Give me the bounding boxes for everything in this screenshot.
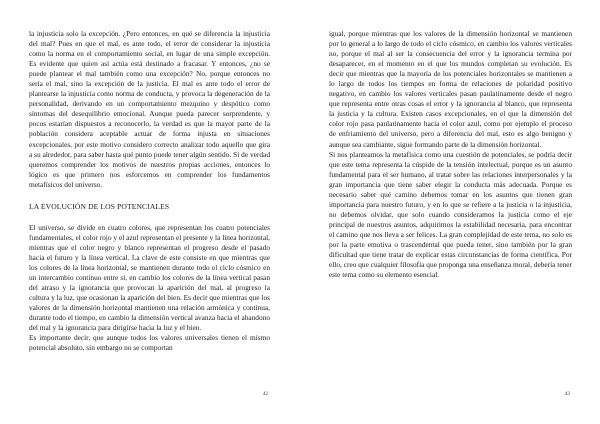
paragraph: Si nos planteamos la metafísica como una cuestión de potenciales, se podría decir que este tema representa la cúspide de la tensión intelectual, porque es un asunto fundamental para el ser humano, al tratar sobre las relaciones interpersonales y la gran importancia que tiene saber elegir la conducta más adecuada. Porque es necesario saber qué camino debemos tomar en los asuntos que tienen gran importancia para nuestro futuro, y en lo que se refiere a la justicia o la injusticia, no debemos olvidar, que solo cuando consideramos la justicia como el eje principal de nuestros asuntos, adquirimos la estabilidad necesaria, para encontrar el camino que nos lleva a ser felices. La gran complejidad de este tema, no solo es por la parte emotiva o trascendental que pueda tener, sino también por la gran dificultad que tiene tratar de explicar estas circunstancias de forma científica. Por ello, creo que cualquier filosofía que proponga una enseñanza moral, debería tener este tema como su elemento esencial. [329,149,572,280]
right-page-body [329,29,572,280]
page-number: 43 [564,391,570,397]
page-number: 42 [262,391,268,397]
section-heading: LA EVOLUCIÓN DE LOS POTENCIALES [29,201,170,211]
paragraph: Es importante decir, que aunque todos los valores universales tienen el mismo potencial absoluto, sin embargo no se comportan [29,333,270,353]
right-page [300,0,600,424]
paragraph: igual, porque mientras que los valores de la dimensión horizontal se mantienen por lo general a lo largo de todo el ciclo cósmico, en cambio los valores verticales no, porque el mal al ser la consecuencia del error y la ignorancia termina por desaparecer, en el momento en el que los mundos completan su evolución. Es decir que mientras que la mayoría de los potenciales horizontales se mantienen a lo largo de todos los tiempos en forma de relaciones de polaridad positivo negativo, en cambio los valores verticales pasan paulatinamente desde el negro que representa entre otras cosas el error y la ignorancia al blanco, que representa la justicia y la cultura. Existen casos excepcionales, en el que la dimensión del color rojo pasa paulatinamente hacia el color azul, como por ejemplo el proceso de enfriamiento del universo, pero a diferencia del mal, esto es algo benigno y aunque sea cambiante, sigue formando parte de la dimensión horizontal. [329,29,572,149]
paragraph: la injusticia solo la excepción. ¿Pero entonces, en qué se diferencia la injusticia del mal? Pues en que el mal, es ante todo, el error de considerar la injusticia como la norma en el comportamiento social, en lugar de una simple excepción. Es evidente que quien así actúa está destinado a fracasar. Y entonces, ¿no se puede plantear el mal también como una excepción? No, porque entonces no sería el mal, sino la excepción de la justicia. El mal es ante todo el error de plantearse la injusticia como norma de conducta, y provoca la degeneración de la personalidad, derivando en un comportamiento mezquino y despótico como síntomas del desequilibrio emocional. Aunque pueda parecer sorprendente, y pocos estarían dispuestos a reconocerlo, la verdad es que la mayor parte de la población considera aceptable actuar de forma injusta en situaciones excepcionales, por este motivo considero correcto analizar todo aquello que gira a su alrededor, para saber hasta qué punto puede tener algún sentido. Si de verdad queremos comprender los motivos de nuestros propias acciones, entonces lo lógico es que primero nos esforcemos en comprender los fundamentos metafísicos del universo. [29,29,270,189]
paragraph: El universo, se divide en cuatro colores, que representan los cuatro potenciales fundamentales, el color rojo y el azul representan el presente y la línea horizontal, mientras que el color negro y blanco representan el progreso desde el pasado hacia el futuro y la línea vertical. La clave de este consiste en que mientras que los colores de la línea horizontal, se mantienen durante todo el ciclo cósmico en un intercambio continuo entre sí, en cambio los colores de la línea vertical pasan del atraso y la ignorancia que provocan la aparición del mal, al progreso la cultura y la luz, que ocasionan la aparición del bien. Es decir que mientras que los valores de la dimensión horizontal mantienen una relación armónica y continua, durante todo el tiempo, en cambio la dimensión vertical avanza hacia el abandono del mal y la ignorancia para dirigirse hacia la luz y el bien. [29,222,270,333]
left-page-body [29,29,270,353]
